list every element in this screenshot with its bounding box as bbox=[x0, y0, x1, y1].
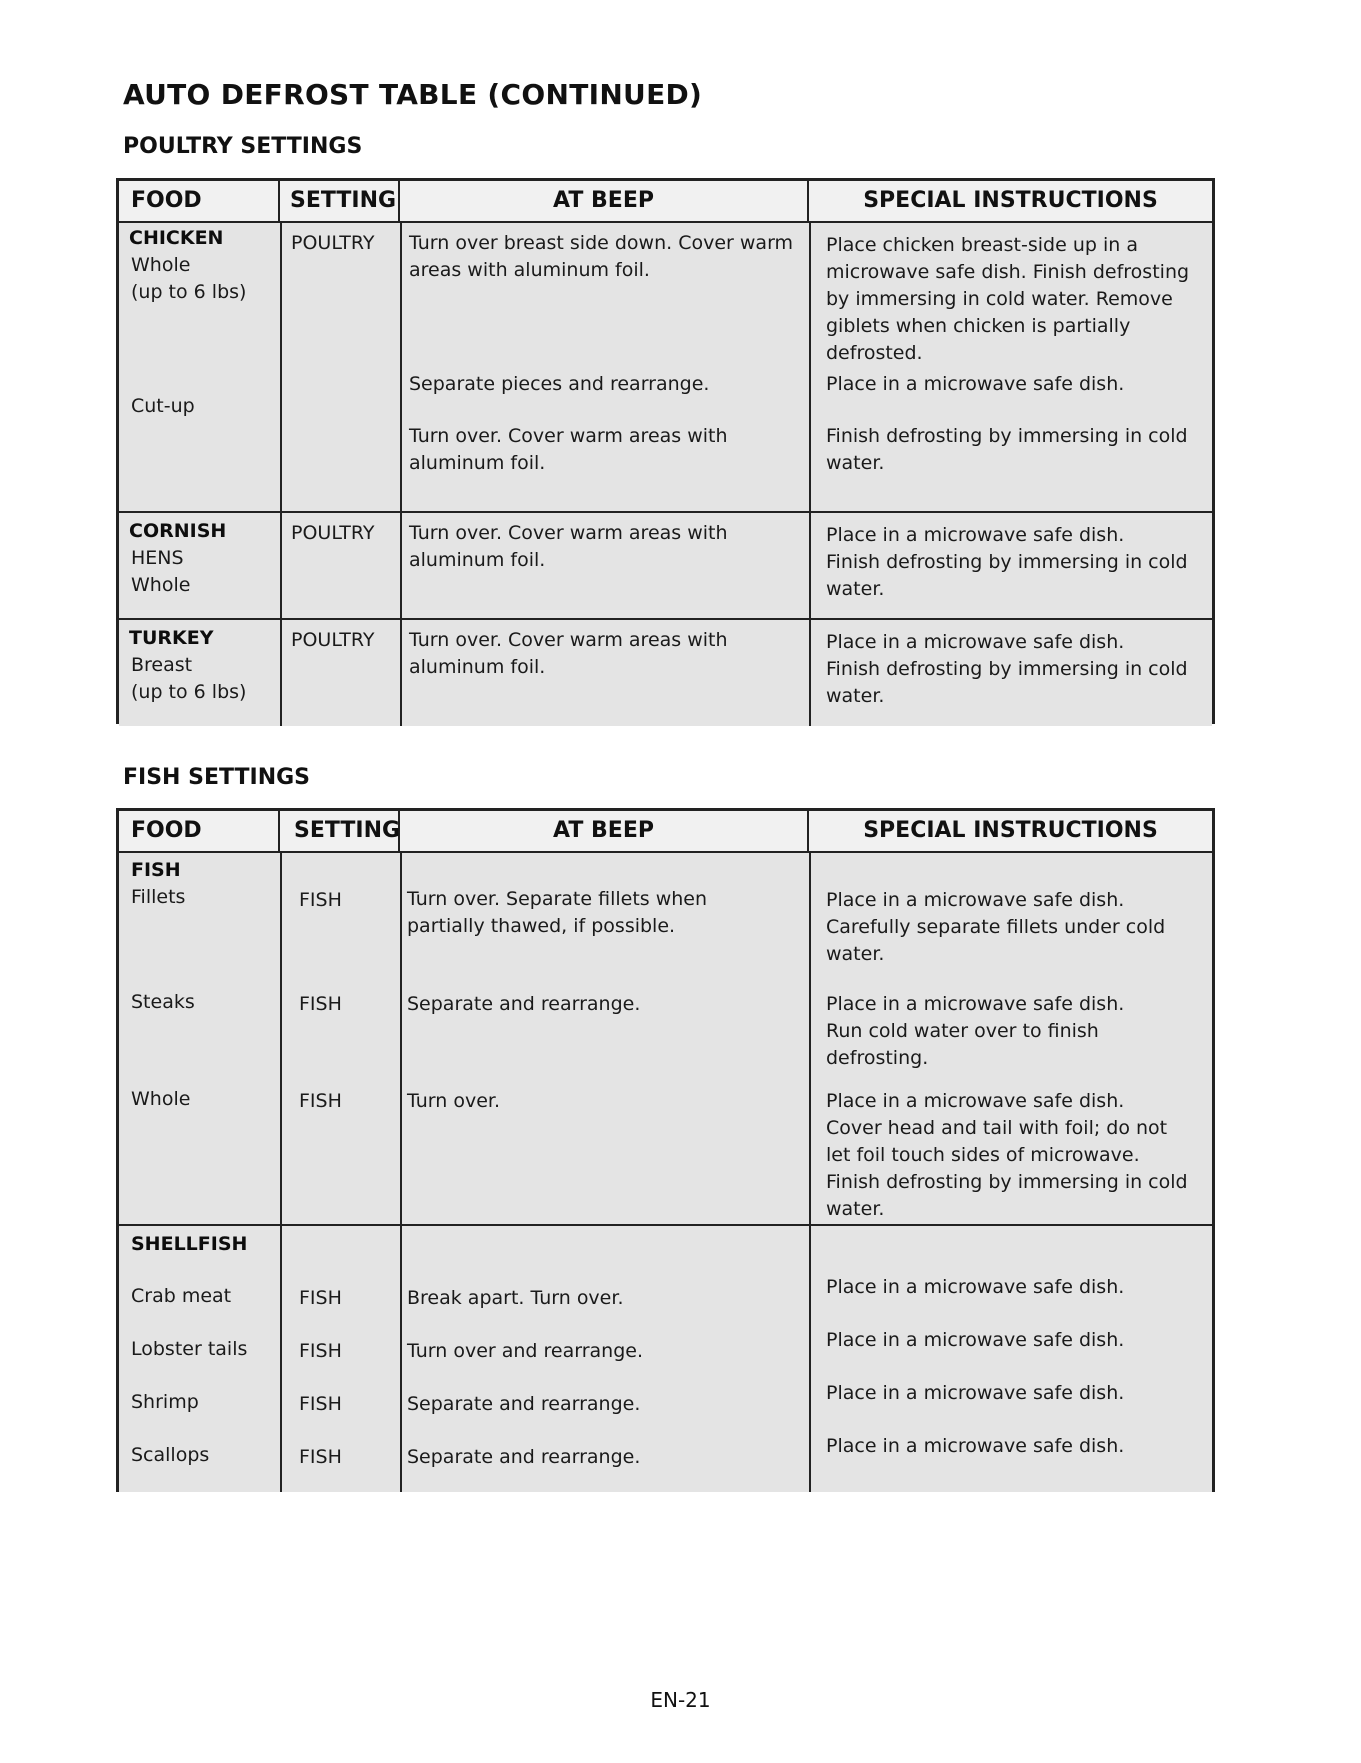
food-name: SHELLFISH bbox=[131, 1233, 248, 1255]
food-variant: HENS bbox=[131, 547, 184, 569]
table-row-chicken bbox=[119, 223, 1212, 513]
at-beep-text: aluminum foil. bbox=[409, 452, 546, 474]
special-text: water. bbox=[826, 452, 885, 474]
at-beep-text: Turn over and rearrange. bbox=[407, 1340, 644, 1362]
special-text: Place in a microwave safe dish. bbox=[826, 373, 1125, 395]
header-food: FOOD bbox=[119, 811, 280, 851]
special-text: Place in a microwave safe dish. bbox=[826, 631, 1125, 653]
special-text: let foil touch sides of microwave. bbox=[826, 1144, 1140, 1166]
food-variant: Lobster tails bbox=[131, 1338, 248, 1360]
special-text: Run cold water over to finish bbox=[826, 1020, 1099, 1042]
header-setting: SETTING bbox=[280, 181, 400, 221]
food-name: CORNISH bbox=[129, 520, 227, 542]
setting-value: FISH bbox=[299, 1393, 342, 1415]
food-variant: Crab meat bbox=[131, 1285, 232, 1307]
food-variant: Fillets bbox=[131, 886, 186, 908]
special-text: Place in a microwave safe dish. bbox=[826, 1276, 1125, 1298]
fish-section-title: FISH SETTINGS bbox=[123, 765, 311, 790]
food-variant: Shrimp bbox=[131, 1391, 199, 1413]
at-beep-text: Separate and rearrange. bbox=[407, 993, 641, 1015]
special-text: Cover head and tail with foil; do not bbox=[826, 1117, 1168, 1139]
special-text: giblets when chicken is partially bbox=[826, 315, 1131, 337]
food-name: TURKEY bbox=[129, 627, 214, 649]
table-row-turkey bbox=[119, 620, 1212, 726]
header-at-beep: AT BEEP bbox=[400, 811, 809, 851]
setting-value: FISH bbox=[299, 1446, 342, 1468]
special-text: water. bbox=[826, 685, 885, 707]
special-text: defrosted. bbox=[826, 342, 923, 364]
special-text: Place chicken breast-side up in a bbox=[826, 234, 1138, 256]
special-text: by immersing in cold water. Remove bbox=[826, 288, 1173, 310]
table-row-shellfish bbox=[119, 1226, 1212, 1492]
at-beep-text: aluminum foil. bbox=[409, 656, 546, 678]
at-beep-text: Turn over. Separate fillets when bbox=[407, 888, 708, 910]
at-beep-text: Turn over breast side down. Cover warm bbox=[409, 232, 794, 254]
food-variant: Whole bbox=[131, 1088, 191, 1110]
food-variant: Breast bbox=[131, 654, 193, 676]
food-name: CHICKEN bbox=[129, 227, 224, 249]
special-text: Place in a microwave safe dish. bbox=[826, 1435, 1125, 1457]
food-variant: Scallops bbox=[131, 1444, 210, 1466]
special-text: Finish defrosting by immersing in cold bbox=[826, 425, 1188, 447]
poultry-table bbox=[116, 178, 1215, 724]
at-beep-text: Separate and rearrange. bbox=[407, 1446, 641, 1468]
special-text: Carefully separate fillets under cold bbox=[826, 916, 1166, 938]
table-row-cornish bbox=[119, 513, 1212, 620]
setting-value: FISH bbox=[299, 1287, 342, 1309]
special-text: defrosting. bbox=[826, 1047, 929, 1069]
food-variant: Whole bbox=[131, 254, 191, 276]
special-text: Finish defrosting by immersing in cold bbox=[826, 1171, 1188, 1193]
food-name: FISH bbox=[131, 859, 181, 881]
at-beep-text: Turn over. Cover warm areas with bbox=[409, 425, 728, 447]
at-beep-text: Turn over. bbox=[407, 1090, 500, 1112]
header-at-beep: AT BEEP bbox=[400, 181, 809, 221]
at-beep-text: Break apart. Turn over. bbox=[407, 1287, 624, 1309]
special-text: Place in a microwave safe dish. bbox=[826, 993, 1125, 1015]
fish-table bbox=[116, 808, 1215, 1492]
setting-value: FISH bbox=[299, 1340, 342, 1362]
setting-value: FISH bbox=[299, 889, 342, 911]
setting-value: POULTRY bbox=[291, 522, 375, 544]
food-note: (up to 6 lbs) bbox=[131, 681, 247, 703]
at-beep-text: partially thawed, if possible. bbox=[407, 915, 676, 937]
at-beep-text: Turn over. Cover warm areas with bbox=[409, 629, 728, 651]
at-beep-text: aluminum foil. bbox=[409, 549, 546, 571]
setting-value: FISH bbox=[299, 993, 342, 1015]
setting-value: POULTRY bbox=[291, 629, 375, 651]
poultry-section-title: POULTRY SETTINGS bbox=[123, 134, 363, 159]
header-setting: SETTING bbox=[280, 811, 400, 851]
special-text: water. bbox=[826, 1198, 885, 1220]
poultry-table-header bbox=[119, 181, 1212, 223]
header-special-instructions: SPECIAL INSTRUCTIONS bbox=[809, 181, 1212, 221]
page-number: EN-21 bbox=[650, 1688, 711, 1712]
special-text: microwave safe dish. Finish defrosting bbox=[826, 261, 1190, 283]
setting-value: POULTRY bbox=[291, 232, 375, 254]
special-text: Place in a microwave safe dish. bbox=[826, 1382, 1125, 1404]
at-beep-text: Separate and rearrange. bbox=[407, 1393, 641, 1415]
special-text: Place in a microwave safe dish. bbox=[826, 1329, 1125, 1351]
food-variant: Cut-up bbox=[131, 395, 195, 417]
at-beep-text: areas with aluminum foil. bbox=[409, 259, 650, 281]
at-beep-text: Turn over. Cover warm areas with bbox=[409, 522, 728, 544]
food-note: (up to 6 lbs) bbox=[131, 281, 247, 303]
special-text: Place in a microwave safe dish. bbox=[826, 524, 1125, 546]
header-food: FOOD bbox=[119, 181, 280, 221]
at-beep-text: Separate pieces and rearrange. bbox=[409, 373, 710, 395]
special-text: Finish defrosting by immersing in cold bbox=[826, 551, 1188, 573]
special-text: water. bbox=[826, 578, 885, 600]
special-text: Place in a microwave safe dish. bbox=[826, 889, 1125, 911]
table-row-fish bbox=[119, 853, 1212, 1226]
food-variant: Whole bbox=[131, 574, 191, 596]
header-special-instructions: SPECIAL INSTRUCTIONS bbox=[809, 811, 1212, 851]
food-variant: Steaks bbox=[131, 991, 195, 1013]
fish-table-header bbox=[119, 811, 1212, 853]
special-text: Finish defrosting by immersing in cold bbox=[826, 658, 1188, 680]
special-text: Place in a microwave safe dish. bbox=[826, 1090, 1125, 1112]
page-title: AUTO DEFROST TABLE (CONTINUED) bbox=[123, 78, 703, 111]
special-text: water. bbox=[826, 943, 885, 965]
setting-value: FISH bbox=[299, 1090, 342, 1112]
